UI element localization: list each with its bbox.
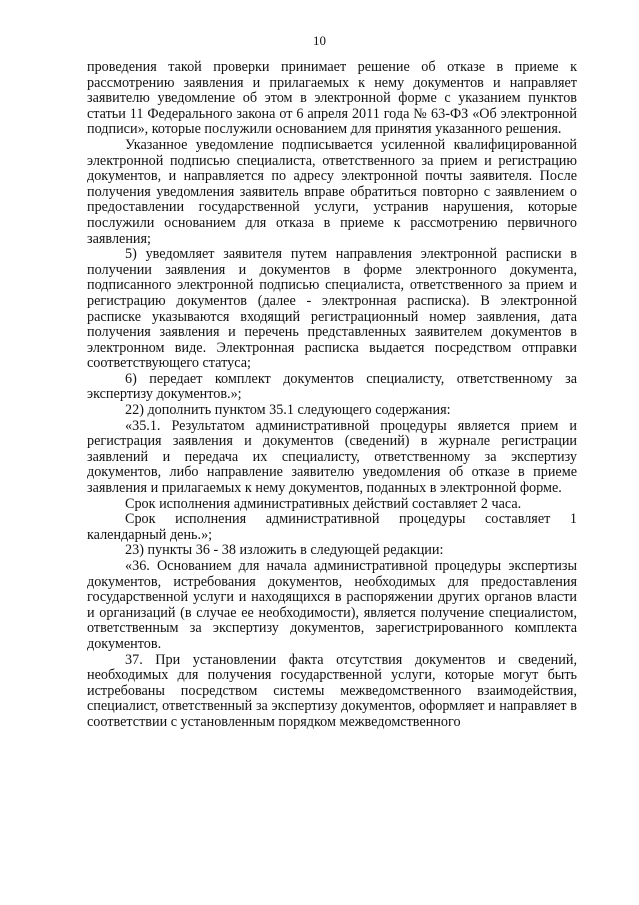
paragraph: 6) передает комплект документов специалисту, ответственному за экспертизу документов.»; xyxy=(87,370,577,403)
page-number: 10 xyxy=(313,33,326,48)
paragraph: Срок исполнения административных действий составляет 2 часа. xyxy=(125,495,522,512)
document-body xyxy=(87,60,577,731)
paragraph: «35.1. Результатом административной процедуры является прием и регистрация заявления и документов (сведений) в журнале регистрации заявлений и передача их специалисту, ответственному за экспертизу документов, либо направление заявителю уведомления об отказе в приеме заявления и прилагаемых к нему документов, поданных в электронной форме. xyxy=(87,417,577,497)
paragraph: 22) дополнить пунктом 35.1 следующего содержания: xyxy=(125,402,451,419)
paragraph: «36. Основанием для начала административной процедуры экспертизы документов, истребования документов, необходимых для предоставления государственной услуги и находящихся в распоряжении других органов власти и организаций (в случае ее необходимости), является получение специалистом, ответственным за экспертизу документов, зарегистрированного комплекта документов. xyxy=(87,558,577,652)
paragraph: проведения такой проверки принимает решение об отказе в приеме к рассмотрению заявления и прилагаемых к нему документов и направляет заявителю уведомление об этом в электронной форме с указанием пунктов статьи 11 Федерального закона от 6 апреля 2011 года № 63-ФЗ «Об электронной подписи», которые послужили основанием для принятия указанного решения. xyxy=(87,59,577,138)
paragraph: 5) уведомляет заявителя путем направления электронной расписки в получении заявления и документов в форме электронного документа, подписанного электронной подписью специалиста, ответственного за прием и регистрацию документов (далее - электронная расписка). В электронной расписке указываются входящий регистрационный номер заявления, дата получения заявления и перечень представленных заявителем документов в электронном виде. Электронная расписка выдается посредством отправки соответствующего статуса; xyxy=(87,246,577,372)
paragraph: 37. При установлении факта отсутствия документов и сведений, необходимых для получения государственной услуги, которые могут быть истребованы посредством системы межведомственного взаимодействия, специалист, ответственный за экспертизу документов, оформляет и направляет в соответствии с установленным порядком межведомственного xyxy=(87,651,577,730)
paragraph: Срок исполнения административной процедуры составляет 1 календарный день.»; xyxy=(87,511,577,543)
paragraph: 23) пункты 36 - 38 изложить в следующей редакции: xyxy=(125,542,444,559)
paragraph: Указанное уведомление подписывается усиленной квалифицированной электронной подписью специалиста, ответственного за прием и регистрацию документов, и направляется по адресу электронной почты заявителя. После получения уведомления заявитель вправе обратиться повторно с заявлением о предоставлении государственной услуги, устранив нарушения, которые послужили основанием для отказа в приеме к рассмотрению первичного заявления; xyxy=(87,136,577,247)
